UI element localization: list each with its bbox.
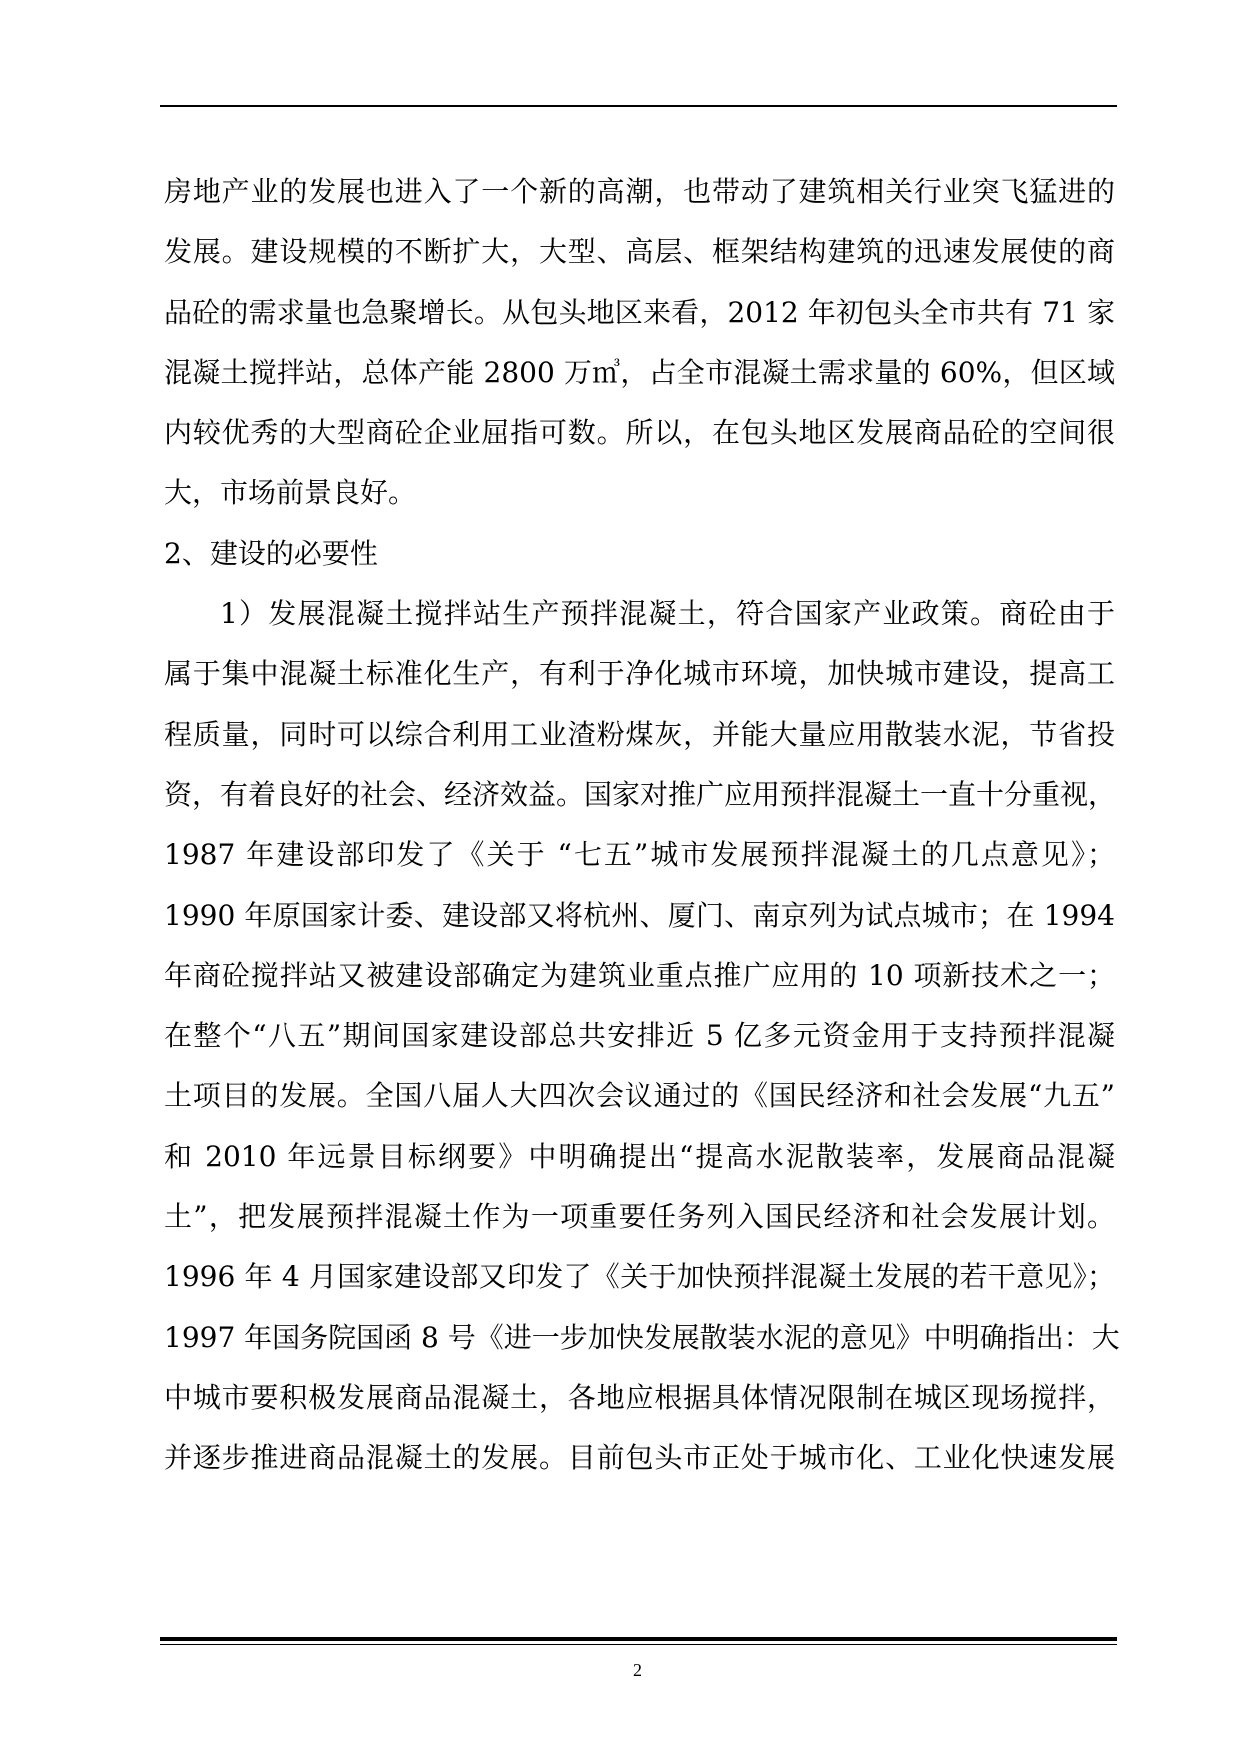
text-line: 混凝土搅拌站，总体产能 2800 万㎥，占全市混凝土需求量的 60%，但区域 (164, 355, 1115, 389)
text-line: 土项目的发展。全国八届人大四次会议通过的《国民经济和社会发展“九五” (164, 1079, 1115, 1113)
text-line: 年商砼搅拌站又被建设部确定为建筑业重点推广应用的 10 项新技术之一； (164, 958, 1115, 992)
text-line: 属于集中混凝土标准化生产，有利于净化城市环境，加快城市建设，提高工 (164, 657, 1115, 691)
text-line: 并逐步推进商品混凝土的发展。目前包头市正处于城市化、工业化快速发展 (164, 1441, 1115, 1475)
paragraph-start-line: 1）发展混凝土搅拌站生产预拌混凝土，符合国家产业政策。商砼由于 (220, 597, 1115, 631)
text-line: 房地产业的发展也进入了一个新的高潮，也带动了建筑相关行业突飞猛进的 (164, 175, 1115, 208)
section-heading: 2、建设的必要性 (164, 536, 378, 570)
text-line: 1990 年原国家计委、建设部又将杭州、厦门、南京列为试点城市；在 1994 (164, 898, 1115, 932)
text-line: 1996 年 4 月国家建设部又印发了《关于加快预拌混凝土发展的若干意见》； (164, 1260, 1115, 1294)
footer-rule-thick (160, 1637, 1117, 1641)
text-line: 资，有着良好的社会、经济效益。国家对推广应用预拌混凝土一直十分重视， (164, 777, 1117, 811)
text-line: 1987 年建设部印发了《关于 “七五”城市发展预拌混凝土的几点意见》； (164, 838, 1115, 872)
text-line: 品砼的需求量也急聚增长。从包头地区来看，2012 年初包头全市共有 71 家 (164, 295, 1115, 329)
text-line: 中城市要积极发展商品混凝土，各地应根据具体情况限制在城区现场搅拌， (164, 1380, 1115, 1414)
footer-rule-thin (160, 1644, 1117, 1645)
text-line: 1997 年国务院国函 8 号《进一步加快发展散装水泥的意见》中明确指出：大 (164, 1320, 1120, 1354)
page-body (164, 162, 1120, 1489)
page-number: 2 (633, 1660, 642, 1680)
text-line: 在整个“八五”期间国家建设部总共安排近 5 亿多元资金用于支持预拌混凝 (164, 1019, 1115, 1053)
text-line: 和 2010 年远景目标纲要》中明确提出“提高水泥散装率，发展商品混凝 (164, 1139, 1115, 1173)
text-line: 发展。建设规模的不断扩大，大型、高层、框架结构建筑的迅速发展使的商 (164, 235, 1115, 269)
text-line: 程质量，同时可以综合利用工业渣粉煤灰，并能大量应用散装水泥，节省投 (164, 717, 1115, 751)
text-line: 内较优秀的大型商砼企业屈指可数。所以，在包头地区发展商品砼的空间很 (164, 416, 1115, 450)
header-rule (160, 105, 1117, 107)
text-line: 土”，把发展预拌混凝土作为一项重要任务列入国民经济和社会发展计划。 (164, 1200, 1115, 1234)
text-line: 大，市场前景良好。 (164, 476, 417, 510)
